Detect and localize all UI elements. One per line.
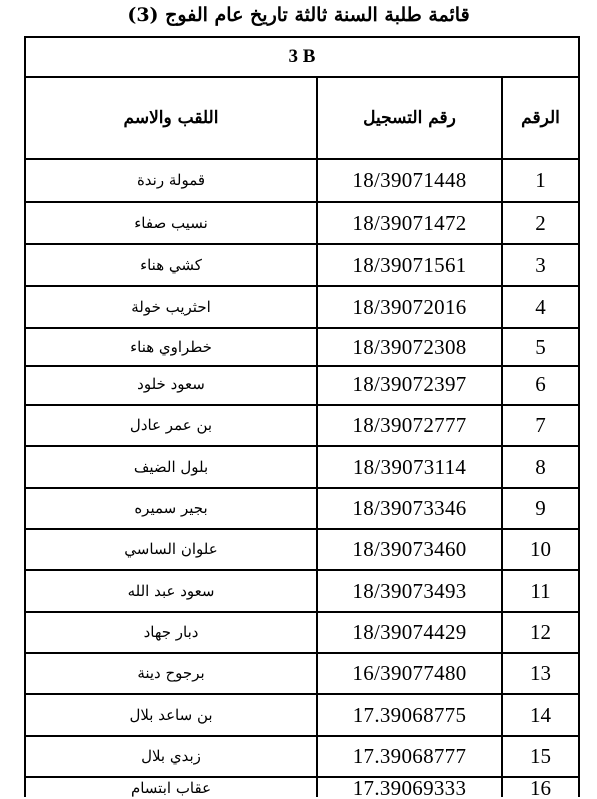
student-name: سعود عبد الله (127, 582, 215, 600)
student-name: بن ساعد بلال (129, 706, 213, 724)
row-number: 10 (530, 537, 551, 561)
student-name: بجير سميره (134, 499, 208, 517)
student-name: بلول الضيف (133, 458, 209, 476)
registration-number: 17.39068775 (352, 703, 467, 727)
registration-number: 18/39073114 (352, 455, 467, 479)
row-number: 1 (535, 168, 546, 192)
registration-number: 18/39071448 (352, 168, 467, 192)
row-number: 14 (530, 703, 551, 727)
student-name: خطراوي هناء (130, 338, 212, 356)
registration-number: 18/39072308 (352, 335, 467, 359)
registration-number: 18/39072397 (352, 372, 467, 396)
student-name: زبدي بلال (141, 747, 201, 765)
row-number: 6 (535, 372, 546, 396)
registration-number: 18/39071561 (352, 253, 467, 277)
group-header: 3 B (26, 38, 578, 78)
registration-number: 18/39074429 (352, 620, 467, 644)
registration-number: 17.39069333 (352, 778, 467, 799)
registration-number: 18/39072016 (352, 295, 467, 319)
student-name: دبار جهاد (143, 623, 199, 641)
student-name: علوان الساسي (124, 540, 218, 558)
student-name: عقاب ابتسام (130, 779, 212, 797)
row-number: 16 (530, 778, 551, 799)
registration-number: 18/39073493 (352, 579, 467, 603)
student-name: كشي هناء (140, 256, 202, 274)
student-name: برجوح دينة (137, 664, 205, 682)
registration-number: 18/39072777 (352, 413, 467, 437)
row-number: 4 (535, 295, 546, 319)
registration-number: 18/39073346 (352, 496, 467, 520)
row-number: 3 (535, 253, 546, 277)
row-number: 2 (535, 211, 546, 235)
registration-number: 16/39077480 (352, 661, 467, 685)
document-title: قائمة طلبة السنة ثالثة تاريخ عام الفوج (3) (127, 4, 470, 26)
students-table (24, 36, 580, 797)
row-number: 12 (530, 620, 551, 644)
student-name: احثريب خولة (131, 298, 211, 316)
header-number: الرقم (521, 108, 560, 128)
row-number: 5 (535, 335, 546, 359)
row-number: 13 (530, 661, 551, 685)
registration-number: 18/39073460 (352, 537, 467, 561)
row-number: 9 (535, 496, 546, 520)
registration-number: 17.39068777 (352, 744, 467, 768)
row-number: 7 (535, 413, 546, 437)
row-number: 8 (535, 455, 546, 479)
student-name: نسيب صفاء (134, 214, 208, 232)
student-name: قمولة رندة (136, 171, 206, 189)
row-number: 11 (530, 579, 551, 603)
header-registration: رقم التسجيل (363, 108, 456, 128)
header-name: اللقب والاسم (123, 108, 219, 128)
student-name: سعود خلود (137, 375, 205, 393)
registration-number: 18/39071472 (352, 211, 467, 235)
student-name: بن عمر عادل (129, 416, 213, 434)
row-number: 15 (530, 744, 551, 768)
